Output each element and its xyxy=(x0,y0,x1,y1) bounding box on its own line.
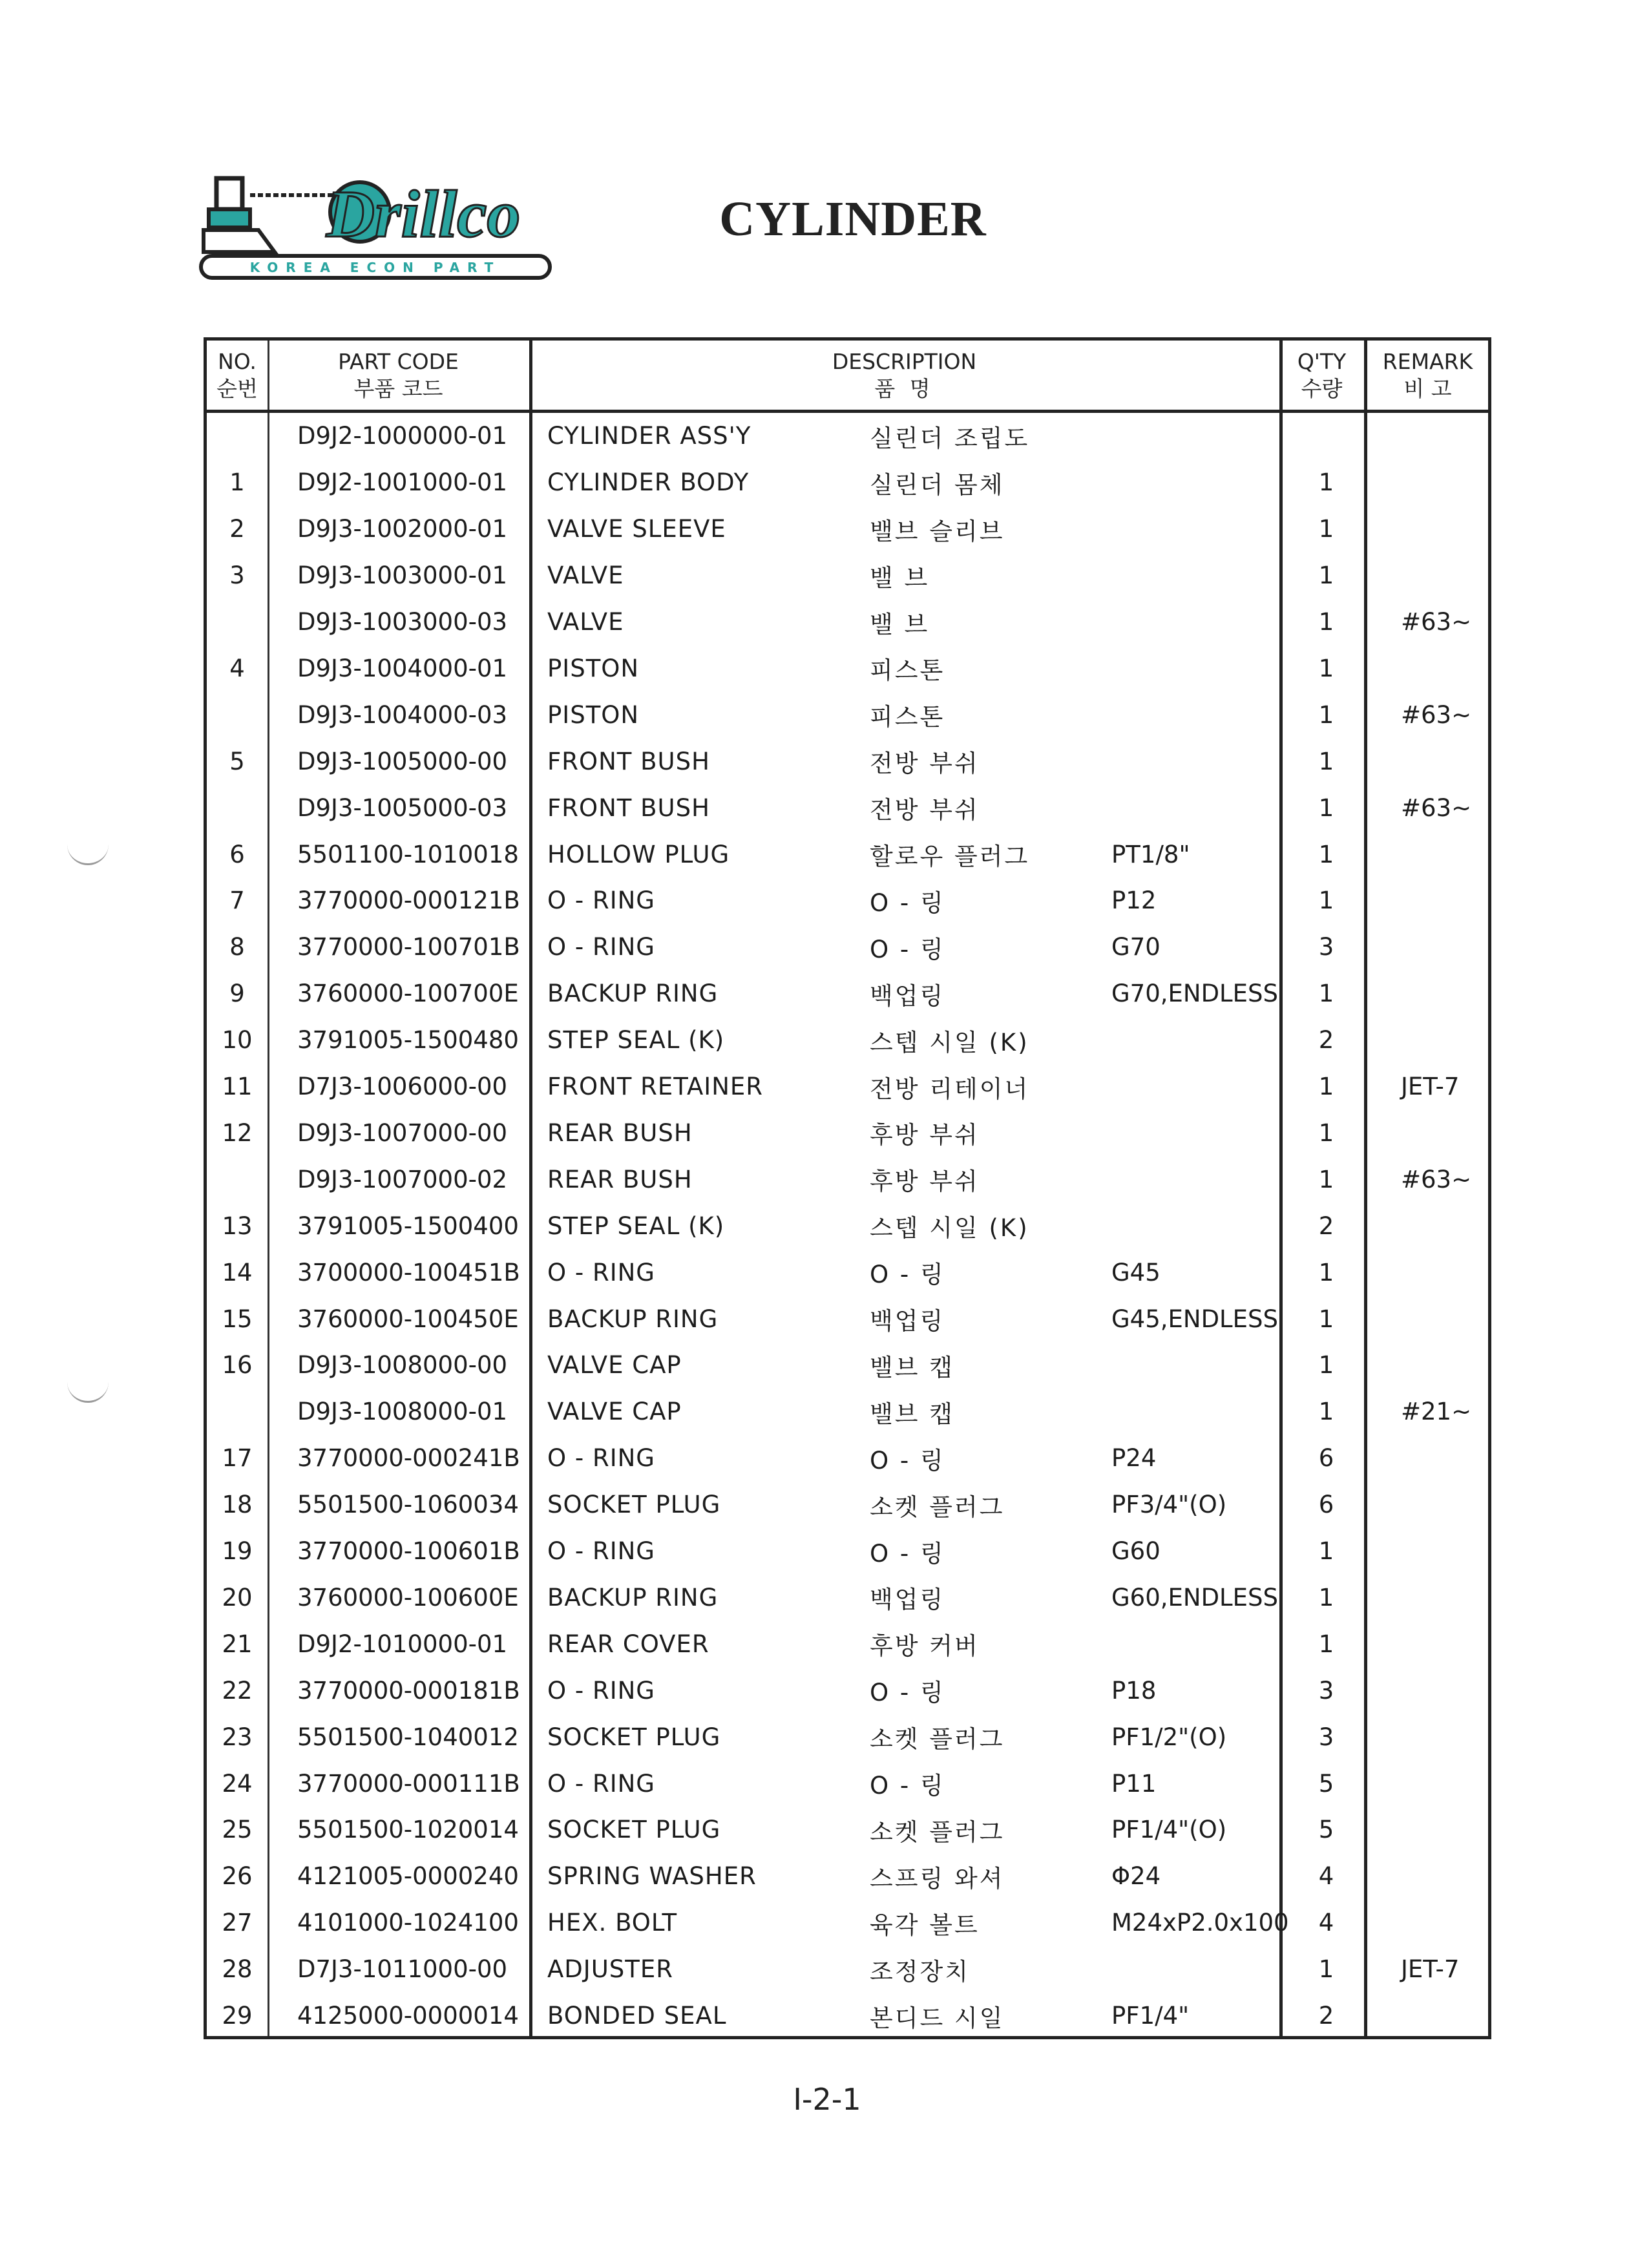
punch-hole-mark xyxy=(67,1379,109,1403)
table-row xyxy=(207,1249,1488,1296)
table-row xyxy=(207,1575,1488,1621)
cell-remark xyxy=(1384,1202,1494,1249)
cell-qty: 1 xyxy=(1318,1398,1334,1426)
cell-kor: 후방 부쉬 xyxy=(870,1168,980,1196)
cell-eng: VALVE xyxy=(547,608,624,636)
cell-qty: 1 xyxy=(1318,1118,1334,1147)
cell-eng: PISTON xyxy=(547,654,640,682)
table-row xyxy=(207,1621,1488,1667)
cell-spec: P18 xyxy=(1111,1676,1157,1705)
cell-code: 3791005-1500400 xyxy=(297,1212,519,1240)
table-row xyxy=(207,784,1488,831)
cell-no: 20 xyxy=(222,1583,253,1612)
cell-remark xyxy=(1384,1760,1494,1807)
cell-no: 7 xyxy=(229,887,245,915)
table-row xyxy=(207,1482,1488,1528)
table-row xyxy=(207,1296,1488,1342)
cell-kor: 후방 부쉬 xyxy=(870,1121,980,1150)
cell-eng: FRONT BUSH xyxy=(547,747,710,775)
cell-code: D9J3-1002000-01 xyxy=(297,515,508,543)
cell-eng: FRONT RETAINER xyxy=(547,1073,763,1101)
cell-no: 27 xyxy=(222,1909,253,1937)
cell-code: 4125000-0000014 xyxy=(297,2002,519,2030)
cell-eng: FRONT BUSH xyxy=(547,793,710,822)
cell-eng: STEP SEAL (K) xyxy=(547,1212,725,1240)
cell-eng: BACKUP RING xyxy=(547,1305,719,1333)
cell-no: 11 xyxy=(222,1073,253,1101)
cell-code: 4101000-1024100 xyxy=(297,1909,519,1937)
cell-qty: 4 xyxy=(1318,1862,1334,1891)
cell-eng: O - RING xyxy=(547,933,655,961)
cell-kor: 백업링 xyxy=(870,982,945,1010)
cell-code: 3791005-1500480 xyxy=(297,1026,519,1055)
cell-eng: SOCKET PLUG xyxy=(547,1723,721,1751)
cell-spec: P11 xyxy=(1111,1769,1157,1798)
header-part-code: PART CODE 부품 코드 xyxy=(338,348,459,401)
cell-remark xyxy=(1384,971,1494,1017)
table-row xyxy=(207,831,1488,877)
cell-kor: 후방 커버 xyxy=(870,1632,980,1661)
header-description: DESCRIPTION 품 명 xyxy=(832,348,977,401)
cell-no: 26 xyxy=(222,1862,253,1891)
cell-qty: 6 xyxy=(1318,1444,1334,1473)
cell-remark xyxy=(1384,1714,1494,1760)
cell-code: 5501500-1060034 xyxy=(297,1491,519,1519)
cell-qty: 3 xyxy=(1318,933,1334,961)
cell-kor: 조정장치 xyxy=(870,1957,970,1986)
table-header xyxy=(207,341,1488,413)
table-row xyxy=(207,1807,1488,1853)
cell-no: 28 xyxy=(222,1955,253,1984)
cell-eng: BACKUP RING xyxy=(547,1583,719,1612)
cell-no: 8 xyxy=(229,933,245,961)
cell-eng: HOLLOW PLUG xyxy=(547,840,730,868)
cell-code: D9J3-1003000-03 xyxy=(297,608,508,636)
cell-no xyxy=(207,784,268,831)
table-row xyxy=(207,413,1488,459)
cell-remark xyxy=(1384,831,1494,877)
cell-code: D7J3-1011000-00 xyxy=(297,1955,508,1984)
cell-code: 3760000-100700E xyxy=(297,980,519,1008)
cell-code: 5501100-1010018 xyxy=(297,840,519,868)
cell-remark xyxy=(1384,1482,1494,1528)
cell-qty: 1 xyxy=(1318,887,1334,915)
cell-eng: O - RING xyxy=(547,887,655,915)
cell-eng: O - RING xyxy=(547,1676,655,1705)
cell-no: 2 xyxy=(229,515,245,543)
cell-qty: 3 xyxy=(1318,1723,1334,1751)
cell-qty: 1 xyxy=(1318,793,1334,822)
cell-no: 13 xyxy=(222,1212,253,1240)
cell-remark xyxy=(1384,1575,1494,1621)
cell-eng: VALVE xyxy=(547,562,624,590)
table-row xyxy=(207,1667,1488,1714)
cell-code: D9J3-1004000-03 xyxy=(297,700,508,729)
punch-hole-mark xyxy=(67,841,109,865)
cell-remark xyxy=(1384,552,1494,599)
svg-text:KOREA ECON PART: KOREA ECON PART xyxy=(249,260,501,275)
cell-qty: 2 xyxy=(1318,1212,1334,1240)
table-row xyxy=(207,1853,1488,1900)
table-row xyxy=(207,1389,1488,1435)
cell-kor: 밸브 슬리브 xyxy=(870,517,1005,545)
cell-eng: O - RING xyxy=(547,1444,655,1473)
cell-kor: O - 링 xyxy=(870,1446,945,1475)
cell-no: 12 xyxy=(222,1118,253,1147)
cell-eng: O - RING xyxy=(547,1258,655,1286)
table-row xyxy=(207,1064,1488,1110)
cell-kor: O - 링 xyxy=(870,935,945,963)
cell-qty: 4 xyxy=(1318,1909,1334,1937)
cell-eng: CYLINDER ASS'Y xyxy=(547,422,751,450)
cell-qty: 1 xyxy=(1318,515,1334,543)
cell-code: D9J3-1005000-03 xyxy=(297,793,508,822)
cell-qty: 1 xyxy=(1318,1351,1334,1380)
cell-qty: 1 xyxy=(1318,562,1334,590)
cell-code: D9J2-1001000-01 xyxy=(297,468,508,497)
cell-eng: ADJUSTER xyxy=(547,1955,673,1984)
cell-remark: #63~ xyxy=(1401,793,1472,822)
cell-code: D9J3-1005000-00 xyxy=(297,747,508,775)
cell-no xyxy=(207,691,268,738)
logo-drill-rig-icon xyxy=(204,178,333,252)
cell-spec: M24xP2.0x100 xyxy=(1111,1909,1289,1937)
cell-remark xyxy=(1384,413,1494,459)
cell-remark xyxy=(1384,1435,1494,1482)
table-row xyxy=(207,1156,1488,1202)
cell-code: D7J3-1006000-00 xyxy=(297,1073,508,1101)
cell-kor: 실린더 몸체 xyxy=(870,470,1005,499)
table-row xyxy=(207,459,1488,506)
cell-spec: PF3/4"(O) xyxy=(1111,1491,1227,1519)
cell-spec: G45 xyxy=(1111,1258,1161,1286)
cell-remark xyxy=(1384,1993,1494,2039)
cell-code: 3760000-100450E xyxy=(297,1305,519,1333)
cell-remark: #63~ xyxy=(1401,1165,1472,1193)
cell-kor: 피스톤 xyxy=(870,703,945,731)
cell-eng: SOCKET PLUG xyxy=(547,1816,721,1844)
table-row xyxy=(207,1342,1488,1389)
cell-kor: 밸브 캡 xyxy=(870,1400,954,1428)
cell-no xyxy=(207,599,268,646)
table-row xyxy=(207,1714,1488,1760)
cell-qty: 1 xyxy=(1318,700,1334,729)
cell-remark xyxy=(1384,1342,1494,1389)
cell-remark xyxy=(1384,1621,1494,1667)
table-row xyxy=(207,1017,1488,1064)
cell-no: 9 xyxy=(229,980,245,1008)
cell-remark: #63~ xyxy=(1401,608,1472,636)
cell-kor: 피스톤 xyxy=(870,656,945,685)
page-title: CYLINDER xyxy=(719,192,987,246)
cell-eng: O - RING xyxy=(547,1537,655,1566)
table-row xyxy=(207,691,1488,738)
cell-remark: JET-7 xyxy=(1401,1955,1460,1984)
cell-remark: #21~ xyxy=(1401,1398,1472,1426)
cell-remark xyxy=(1384,459,1494,506)
table-row xyxy=(207,738,1488,784)
svg-text:Drillco: Drillco xyxy=(326,177,521,251)
cell-spec: G70 xyxy=(1111,933,1161,961)
cell-code: 3770000-000241B xyxy=(297,1444,520,1473)
cell-code: D9J3-1004000-01 xyxy=(297,654,508,682)
cell-kor: 육각 볼트 xyxy=(870,1911,980,1939)
cell-kor: O - 링 xyxy=(870,1261,945,1289)
cell-remark xyxy=(1384,1296,1494,1342)
cell-kor: O - 링 xyxy=(870,1679,945,1707)
cell-kor: 실린더 조립도 xyxy=(870,424,1030,452)
cell-qty: 5 xyxy=(1318,1769,1334,1798)
cell-eng: BACKUP RING xyxy=(547,980,719,1008)
cell-code: D9J2-1010000-01 xyxy=(297,1630,508,1658)
cell-spec: PF1/4" xyxy=(1111,2002,1190,2030)
cell-qty: 1 xyxy=(1318,747,1334,775)
cell-kor: 스프링 와셔 xyxy=(870,1864,1005,1893)
table-row xyxy=(207,1202,1488,1249)
cell-no: 14 xyxy=(222,1258,253,1286)
header-no: NO. 순번 xyxy=(216,348,258,401)
table-row xyxy=(207,1110,1488,1157)
cell-kor: O - 링 xyxy=(870,1539,945,1568)
cell-spec: PT1/8" xyxy=(1111,840,1190,868)
cell-qty: 1 xyxy=(1318,1165,1334,1193)
cell-remark xyxy=(1384,1110,1494,1157)
cell-remark xyxy=(1384,877,1494,924)
table-row xyxy=(207,1946,1488,1993)
cell-no: 4 xyxy=(229,654,245,682)
logo-track-band xyxy=(201,256,550,278)
parts-table xyxy=(204,337,1491,2039)
cell-spec: P24 xyxy=(1111,1444,1157,1473)
cell-eng: VALVE CAP xyxy=(547,1398,682,1426)
cell-no xyxy=(207,413,268,459)
cell-kor: 할로우 플러그 xyxy=(870,843,1030,871)
cell-eng: REAR BUSH xyxy=(547,1165,693,1193)
cell-qty: 2 xyxy=(1318,1026,1334,1055)
cell-code: D9J3-1007000-00 xyxy=(297,1118,508,1147)
cell-qty xyxy=(1283,413,1370,459)
table-row xyxy=(207,1900,1488,1946)
cell-spec: PF1/2"(O) xyxy=(1111,1723,1227,1751)
cell-kor: O - 링 xyxy=(870,888,945,917)
cell-kor: 전방 부쉬 xyxy=(870,750,980,778)
cell-spec: G60,ENDLESS xyxy=(1111,1583,1279,1612)
cell-code: 3760000-100600E xyxy=(297,1583,519,1612)
cell-kor: 소켓 플러그 xyxy=(870,1818,1005,1846)
cell-no xyxy=(207,1389,268,1435)
cell-kor: 백업링 xyxy=(870,1307,945,1336)
cell-eng: HEX. BOLT xyxy=(547,1909,678,1937)
cell-code: 3770000-000111B xyxy=(297,1769,520,1798)
table-row xyxy=(207,971,1488,1017)
cell-no: 1 xyxy=(229,468,245,497)
cell-remark xyxy=(1384,1249,1494,1296)
cell-spec: PF1/4"(O) xyxy=(1111,1816,1227,1844)
cell-no: 3 xyxy=(229,562,245,590)
cell-remark xyxy=(1384,1900,1494,1946)
cell-code: D9J3-1007000-02 xyxy=(297,1165,508,1193)
cell-no: 19 xyxy=(222,1537,253,1566)
cell-qty: 1 xyxy=(1318,468,1334,497)
cell-code: 5501500-1040012 xyxy=(297,1723,519,1751)
cell-code: D9J3-1008000-01 xyxy=(297,1398,508,1426)
table-row xyxy=(207,877,1488,924)
header-qty: Q'TY 수량 xyxy=(1297,348,1347,401)
cell-code: 3770000-100601B xyxy=(297,1537,520,1566)
cell-no: 29 xyxy=(222,2002,253,2030)
cell-remark xyxy=(1384,506,1494,552)
cell-remark xyxy=(1384,1017,1494,1064)
cell-qty: 1 xyxy=(1318,1073,1334,1101)
cell-remark: #63~ xyxy=(1401,700,1472,729)
cell-qty: 1 xyxy=(1318,1955,1334,1984)
table-row xyxy=(207,552,1488,599)
cell-eng: SPRING WASHER xyxy=(547,1862,757,1891)
cell-kor: 스텝 시일 (K) xyxy=(870,1214,1029,1243)
cell-qty: 6 xyxy=(1318,1491,1334,1519)
cell-spec: G70,ENDLESS xyxy=(1111,980,1279,1008)
table-row xyxy=(207,1760,1488,1807)
cell-remark xyxy=(1384,924,1494,971)
cell-code: D9J3-1003000-01 xyxy=(297,562,508,590)
cell-no: 6 xyxy=(229,840,245,868)
cell-no: 23 xyxy=(222,1723,253,1751)
table-row xyxy=(207,1993,1488,2039)
cell-eng: SOCKET PLUG xyxy=(547,1491,721,1519)
cell-kor: 본디드 시일 xyxy=(870,2004,1005,2032)
cell-remark: JET-7 xyxy=(1401,1073,1460,1101)
cell-eng: VALVE CAP xyxy=(547,1351,682,1380)
cell-remark xyxy=(1384,1528,1494,1575)
cell-kor: 백업링 xyxy=(870,1586,945,1614)
header-remark: REMARK 비 고 xyxy=(1382,348,1473,401)
cell-kor: 밸 브 xyxy=(870,563,930,592)
table-row xyxy=(207,599,1488,646)
cell-qty: 5 xyxy=(1318,1816,1334,1844)
cell-remark xyxy=(1384,1807,1494,1853)
cell-code: 5501500-1020014 xyxy=(297,1816,519,1844)
cell-spec: G45,ENDLESS xyxy=(1111,1305,1279,1333)
table-row xyxy=(207,1528,1488,1575)
cell-code: 3770000-000121B xyxy=(297,887,520,915)
table-row xyxy=(207,1435,1488,1482)
cell-no xyxy=(207,1156,268,1202)
logo-wordmark xyxy=(326,177,520,251)
cell-no: 16 xyxy=(222,1351,253,1380)
cell-qty: 1 xyxy=(1318,1537,1334,1566)
cell-kor: 소켓 플러그 xyxy=(870,1493,1005,1521)
cell-remark xyxy=(1384,1667,1494,1714)
cell-no: 22 xyxy=(222,1676,253,1705)
cell-code: 4121005-0000240 xyxy=(297,1862,519,1891)
cell-remark xyxy=(1384,646,1494,692)
cell-kor: 스텝 시일 (K) xyxy=(870,1028,1029,1056)
cell-code: 3770000-000181B xyxy=(297,1676,520,1705)
cell-qty: 1 xyxy=(1318,1305,1334,1333)
cell-qty: 1 xyxy=(1318,840,1334,868)
cell-no: 18 xyxy=(222,1491,253,1519)
cell-code: 3770000-100701B xyxy=(297,933,520,961)
cell-remark xyxy=(1384,1853,1494,1900)
cell-qty: 1 xyxy=(1318,1258,1334,1286)
cell-no: 24 xyxy=(222,1769,253,1798)
cell-no: 25 xyxy=(222,1816,253,1844)
cell-kor: 밸브 캡 xyxy=(870,1353,954,1381)
cell-no: 17 xyxy=(222,1444,253,1473)
cell-eng: STEP SEAL (K) xyxy=(547,1026,725,1055)
cell-kor: O - 링 xyxy=(870,1772,945,1800)
cell-eng: REAR BUSH xyxy=(547,1118,693,1147)
cell-eng: PISTON xyxy=(547,700,640,729)
cell-code: D9J2-1000000-01 xyxy=(297,422,508,450)
cell-qty: 1 xyxy=(1318,608,1334,636)
cell-qty: 1 xyxy=(1318,1583,1334,1612)
table-row xyxy=(207,646,1488,692)
drillco-logo xyxy=(197,167,554,280)
cell-no: 5 xyxy=(229,747,245,775)
cell-qty: 3 xyxy=(1318,1676,1334,1705)
cell-qty: 1 xyxy=(1318,654,1334,682)
page-number: I-2-1 xyxy=(793,2082,861,2117)
cell-eng: VALVE SLEEVE xyxy=(547,515,726,543)
cell-code: D9J3-1008000-00 xyxy=(297,1351,508,1380)
cell-remark xyxy=(1384,738,1494,784)
cell-eng: BONDED SEAL xyxy=(547,2002,727,2030)
table-row xyxy=(207,506,1488,552)
cell-spec: P12 xyxy=(1111,887,1157,915)
cell-eng: O - RING xyxy=(547,1769,655,1798)
cell-qty: 1 xyxy=(1318,1630,1334,1658)
cell-no: 21 xyxy=(222,1630,253,1658)
cell-no: 15 xyxy=(222,1305,253,1333)
cell-kor: 전방 부쉬 xyxy=(870,796,980,824)
cell-kor: 밸 브 xyxy=(870,610,930,638)
cell-qty: 2 xyxy=(1318,2002,1334,2030)
cell-eng: CYLINDER BODY xyxy=(547,468,750,497)
cell-eng: REAR COVER xyxy=(547,1630,709,1658)
cell-kor: 소켓 플러그 xyxy=(870,1725,1005,1754)
cell-qty: 1 xyxy=(1318,980,1334,1008)
cell-code: 3700000-100451B xyxy=(297,1258,520,1286)
cell-kor: 전방 리테이너 xyxy=(870,1075,1030,1103)
table-row xyxy=(207,924,1488,971)
cell-no: 10 xyxy=(222,1026,253,1055)
cell-spec: G60 xyxy=(1111,1537,1161,1566)
cell-spec: Φ24 xyxy=(1111,1862,1161,1891)
